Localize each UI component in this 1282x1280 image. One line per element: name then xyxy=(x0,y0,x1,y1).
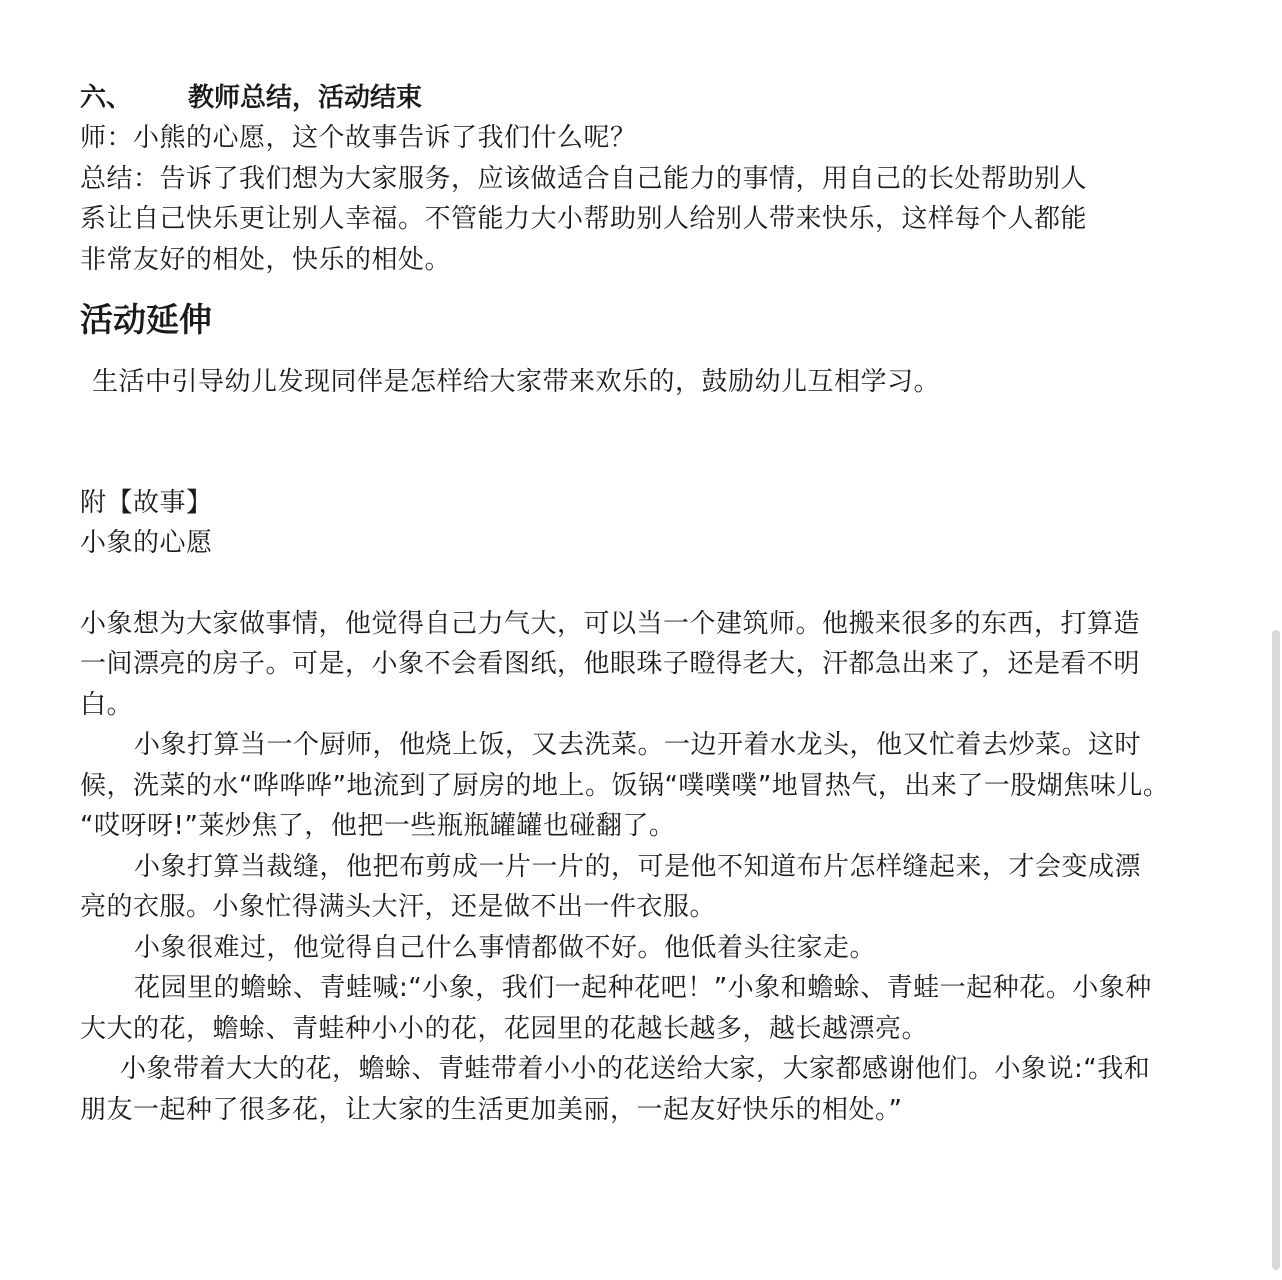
story-line: 小象打算当一个厨师，他烧上饭，又去洗菜。一边开着水龙头，他又忙着去炒菜。这时 xyxy=(134,730,1142,760)
conclusion-line: 系让自己快乐更让别人幸福。不管能力大小帮助别人给别人带来快乐，这样每个人都能 xyxy=(80,204,1088,234)
section-heading xyxy=(80,78,1170,118)
story-paragraph xyxy=(80,968,1170,1049)
story-paragraph xyxy=(80,928,1170,969)
story-line: 小象想为大家做事情，他觉得自己力气大，可以当一个建筑师。他搬来很多的东西，打算造 xyxy=(80,608,1141,639)
conclusion-line: 非常友好的相处，快乐的相处。 xyxy=(80,244,452,275)
story-line: 亮的衣服。小象忙得满头大汗，还是做不出一件衣服。 xyxy=(80,892,717,922)
story-paragraph xyxy=(80,847,1170,928)
teacher-question: 师：小熊的心愿，这个故事告诉了我们什么呢？ xyxy=(80,123,637,153)
extension-heading: 活动延伸 xyxy=(80,300,212,339)
story-line: 大大的花，蟾蜍、青蛙种小小的花，花园里的花越长越多，越长越漂亮。 xyxy=(80,1013,929,1044)
story-line: “哎呀呀!”莱炒焦了，他把一些瓶瓶罐罐也碰翻了。 xyxy=(80,811,676,841)
section-number: 六、 xyxy=(80,83,133,113)
vertical-scrollbar[interactable] xyxy=(1272,630,1280,1270)
appendix-label: 附【故事】 xyxy=(80,487,213,518)
story-line: 小象很难过，他觉得自己什么事情都做不好。他低着头往家走。 xyxy=(134,932,877,963)
story-line: 朋友一起种了很多花，让大家的生活更加美丽，一起友好快乐的相处。” xyxy=(80,1094,903,1125)
story-title: 小象的心愿 xyxy=(80,528,213,558)
story-line: 一间漂亮的房子。可是，小象不会看图纸，他眼珠子瞪得老大，汗都急出来了，还是看不明 xyxy=(80,649,1141,679)
story-line: 白。 xyxy=(80,689,134,720)
story-paragraph xyxy=(80,725,1170,847)
document-page xyxy=(80,78,1170,1130)
story-paragraph xyxy=(80,1049,1170,1130)
story-body xyxy=(80,604,1170,1131)
conclusion-line: 总结：告诉了我们想为大家服务，应该做适合自己能力的事情，用自己的长处帮助别人 xyxy=(80,163,1088,194)
section-title: 教师总结，活动结束 xyxy=(188,83,423,113)
story-line: 小象带着大大的花，蟾蜍、青蛙带着小小的花送给大家，大家都感谢他们。小象说:“我和 xyxy=(120,1054,1151,1084)
story-line: 花园里的蟾蜍、青蛙喊:“小象，我们一起种花吧！”小象和蟾蜍、青蛙一起种花。小象种 xyxy=(134,973,1152,1003)
story-line: 小象打算当裁缝，他把布剪成一片一片的，可是他不知道布片怎样缝起来，才会变成漂 xyxy=(134,851,1142,882)
extension-text: 生活中引导幼儿发现同伴是怎样给大家带来欢乐的，鼓励幼儿互相学习。 xyxy=(92,367,941,397)
conclusion-paragraph xyxy=(80,159,1170,281)
story-line: 候，洗菜的水“哗哗哗”地流到了厨房的地上。饭锅“噗噗噗”地冒热气，出来了一股煳焦味儿。 xyxy=(80,770,1170,801)
story-paragraph xyxy=(80,604,1170,726)
